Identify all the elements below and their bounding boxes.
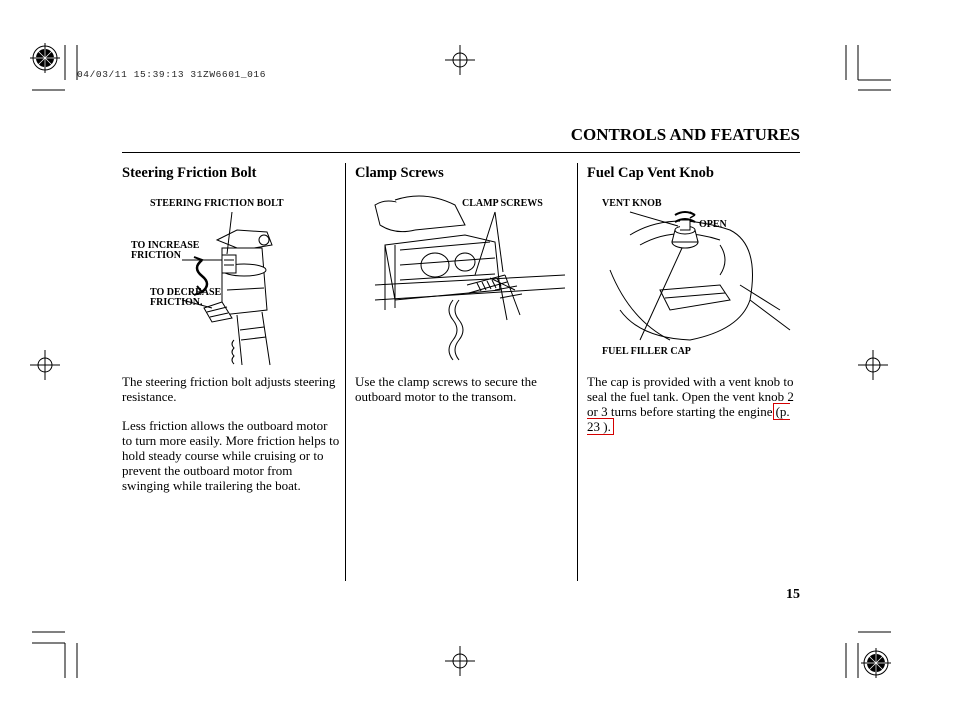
fuel-cap-illustration — [590, 190, 800, 365]
steering-friction-heading: Steering Friction Bolt — [122, 165, 257, 181]
fuel-filler-cap-label: FUEL FILLER CAP — [602, 346, 691, 357]
steering-friction-bolt-label: STEERING FRICTION BOLT — [150, 198, 284, 209]
fuel-cap-heading: Fuel Cap Vent Knob — [587, 165, 714, 181]
clamp-screws-label: CLAMP SCREWS — [462, 198, 543, 209]
clamp-paragraph: Use the clamp screws to secure the outboard motor to the transom. — [355, 374, 537, 404]
section-title: CONTROLS AND FEATURES — [570, 125, 800, 144]
fuel-cap-paragraph — [587, 374, 805, 434]
decrease-friction-label: TO DECREASE FRICTION. — [150, 287, 222, 308]
column-divider — [345, 163, 346, 581]
column-divider — [577, 163, 578, 581]
steering-paragraph-2: Less friction allows the outboard motor to turn more easily. More friction helps to hold steady course while cruising or to prevent the outboard motor from swinging while trailering the boat. — [122, 418, 340, 493]
page-number: 15 — [786, 587, 800, 602]
fuel-cap-paragraph-text: The cap is provided with a vent knob to seal the fuel tank. Open the vent knob 2 or 3 turns before starting the engine — [587, 374, 794, 419]
vent-knob-label: VENT KNOB — [602, 198, 662, 209]
print-stamp: 04/03/11 15:39:13 31ZW6601_016 — [77, 69, 267, 80]
clamp-screws-heading: Clamp Screws — [355, 165, 444, 181]
page-23-link[interactable]: (p. 23 ). — [587, 404, 790, 434]
header-rule — [122, 152, 800, 153]
increase-friction-label: TO INCREASE FRICTION — [131, 240, 200, 261]
clamp-screws-illustration — [355, 190, 565, 365]
open-label: OPEN — [699, 219, 727, 230]
steering-friction-illustration — [122, 190, 337, 365]
steering-paragraph-1: The steering friction bolt adjusts steering resistance. — [122, 374, 336, 404]
